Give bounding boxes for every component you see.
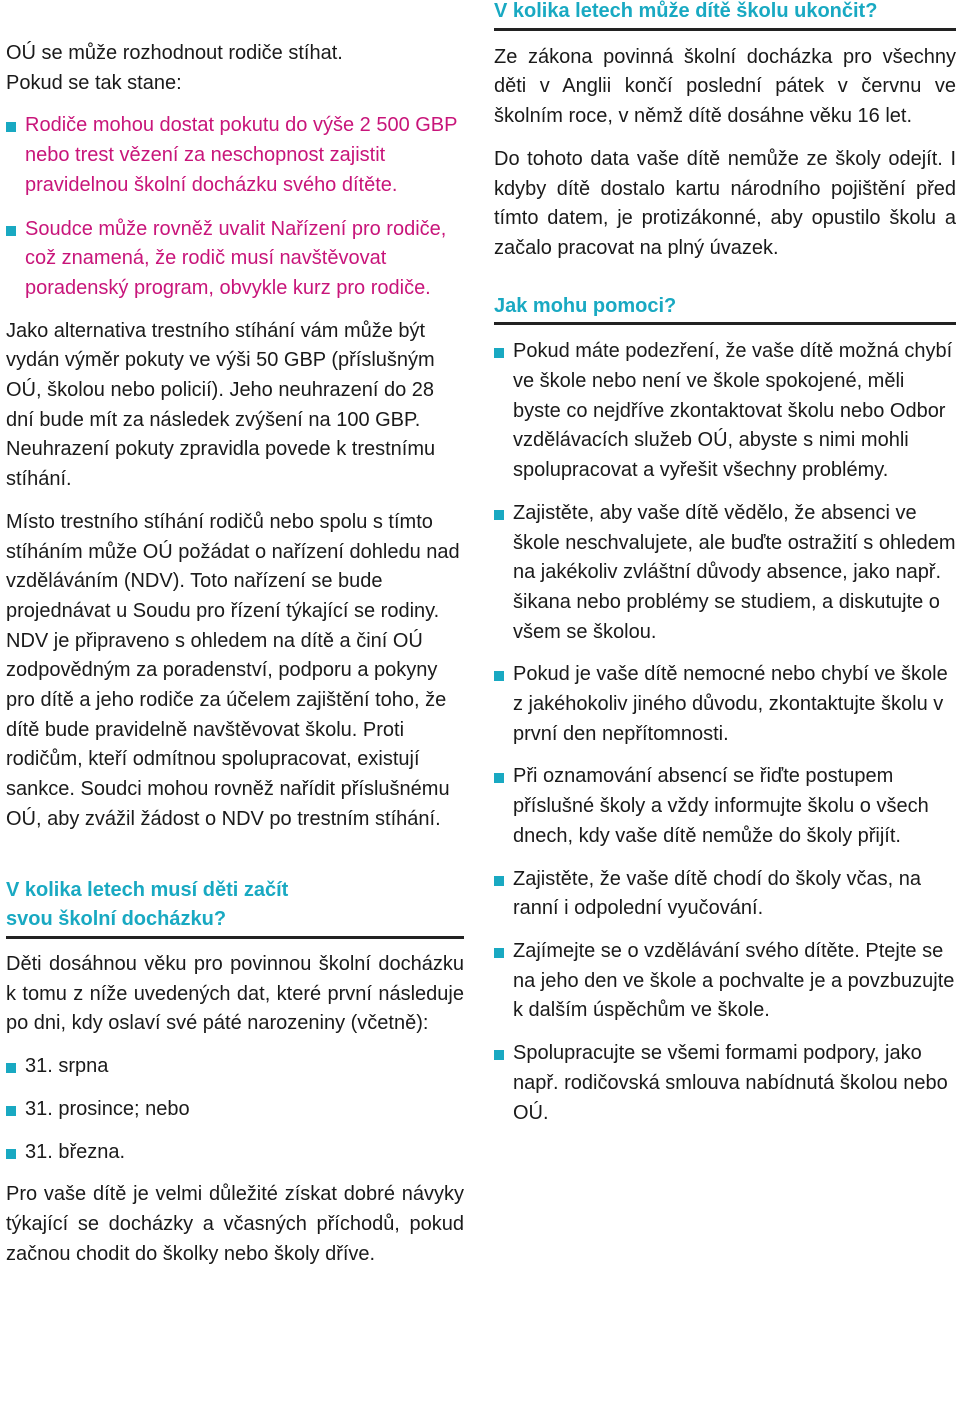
square-bullet-icon: [494, 876, 504, 886]
end-age-paragraph-1: Ze zákona povinná školní docházka pro všechny děti v Anglii končí poslední pátek v červnu ve školním roce, v němž dítě dosáhne věku 16 let.: [494, 45, 956, 128]
penalties-list: [6, 111, 464, 303]
penalty-fine-text: Rodiče mohou dostat pokutu do výše 2 500 GBP nebo trest vězení za neschopnost zajistit pravidelnou školní docházku svého dítěte.: [25, 114, 458, 196]
help-item: [494, 499, 956, 648]
square-bullet-icon: [6, 122, 16, 132]
ndv-paragraph: Místo trestního stíhání rodičů nebo spolu s tímto stíháním může OÚ požádat o nařízení dohledu nad vzděláváním (NDV). Toto nařízení se bude projednávat u Soudu pro řízení týkající se rodiny. NDV je připraveno s ohledem na dítě a činí OÚ zodpovědným za poradenství, podporu a pokyny pro dítě a jeho rodiče za účelem zajištění toho, že dítě bude pravidelně navštěvovat školu. Proti rodičům, kteří odmítnou spolupracovat, existují sankce. Soudci mohou rovněž nařídit příslušnému OÚ, aby zvážil žádost o NDV po trestním stíhání.: [6, 510, 460, 830]
start-date-item: [6, 1052, 464, 1082]
square-bullet-icon: [494, 773, 504, 783]
help-list: [494, 337, 956, 1128]
square-bullet-icon: [6, 226, 16, 236]
square-bullet-icon: [494, 1050, 504, 1060]
end-age-paragraph-2: Do tohoto data vaše dítě nemůže ze školy odejít. I kdyby dítě dostalo kartu národního pojištění před tímto datem, je protizákonné, aby opustilo školu a začalo pracovat na plný úvazek.: [494, 147, 956, 259]
penalty-fine-item: [6, 111, 464, 200]
start-date-text: 31. března.: [25, 1140, 126, 1163]
fine-paragraph: Jako alternativa trestního stíhání vám může být vydán výměr pokuty ve výši 50 GBP (příslušným OÚ, školou nebo policií). Jeho neuhrazení do 28 dní bude mít za následek zvýšení na 100 GBP. Neuhrazení pokuty zpravidla povede k trestnímu stíhání.: [6, 319, 436, 491]
help-item-text: Zajímejte se o vzdělávání svého dítěte. Ptejte se na jeho den ve škole a pochvalte je a povzbuzujte k dalším úspěchům ve škole.: [513, 939, 955, 1022]
help-item: [494, 1039, 956, 1128]
square-bullet-icon: [494, 671, 504, 681]
start-date-text: 31. prosince; nebo: [25, 1097, 190, 1120]
square-bullet-icon: [494, 348, 504, 358]
start-age-heading-line-1: V kolika letech musí děti začít: [6, 878, 289, 901]
help-item-text: Pokud máte podezření, že vaše dítě možná chybí ve škole nebo není ve škole spokojené, měli byste co nejdříve zkontaktovat školu nebo Odbor vzdělávacích služeb OÚ, abyste s nimi mohli spolupracovat a vyřešit všechny problémy.: [513, 340, 953, 482]
help-item: [494, 660, 956, 749]
penalty-order-text: Soudce může rovněž uvalit Nařízení pro rodiče, což znamená, že rodič musí navštěvovat poradenský program, obvykle kurz pro rodiče.: [25, 217, 447, 299]
section-divider: [494, 28, 956, 31]
prosecution-intro-1: OÚ se může rozhodnout rodiče stíhat.: [6, 42, 343, 64]
help-item-text: Při oznamování absencí se řiďte postupem příslušné školy a vždy informujte školu o všech dnech, kdy vaše dítě nemůže do školy přijít.: [513, 765, 929, 847]
start-date-text: 31. srpna: [25, 1055, 109, 1078]
start-age-heading-line-2: svou školní docházku?: [6, 908, 227, 931]
square-bullet-icon: [6, 1106, 16, 1116]
help-item: [494, 865, 956, 924]
prosecution-intro-2: Pokud se tak stane:: [6, 71, 182, 94]
help-item-text: Zajistěte, aby vaše dítě vědělo, že absenci ve škole neschvalujete, ale buďte ostražití s ohledem na jakékoliv zvláštní důvody absence, jako např. šikana nebo problémy se studiem, a diskutujte o všem se školou.: [513, 501, 956, 643]
penalty-order-item: [6, 215, 464, 304]
help-item-text: Pokud je vaše dítě nemocné nebo chybí ve škole z jakéhokoliv jiného důvodu, zkontaktujte školu v první den nepřítomnosti.: [513, 663, 948, 745]
closing-paragraph: Pro vaše dítě je velmi důležité získat dobré návyky týkající se docházky a včasných příchodů, pokud začnou chodit do školky nebo školy dříve.: [6, 1183, 464, 1265]
end-age-heading: V kolika letech může dítě školu ukončit?: [494, 0, 878, 22]
help-item: [494, 337, 956, 486]
help-item: [494, 762, 956, 851]
start-date-item: [6, 1095, 464, 1125]
square-bullet-icon: [494, 510, 504, 520]
left-column: [6, 0, 464, 1269]
square-bullet-icon: [6, 1149, 16, 1159]
start-date-item: [6, 1138, 464, 1168]
section-divider: [494, 322, 956, 325]
section-divider: [6, 936, 464, 939]
square-bullet-icon: [494, 948, 504, 958]
start-age-paragraph: Děti dosáhnou věku pro povinnou školní docházku k tomu z níže uvedených dat, které první následuje po dni, kdy oslaví své páté narozeniny (včetně):: [6, 952, 464, 1035]
help-heading: Jak mohu pomoci?: [494, 294, 677, 317]
help-item-text: Spolupracujte se všemi formami podpory, jako např. rodičovská smlouva nabídnutá školou nebo OÚ.: [513, 1042, 948, 1124]
help-item: [494, 937, 956, 1026]
help-item-text: Zajistěte, že vaše dítě chodí do školy včas, na ranní i odpolední vyučování.: [513, 867, 921, 920]
start-age-heading: [6, 876, 464, 935]
right-column: [494, 0, 956, 1128]
square-bullet-icon: [6, 1063, 16, 1073]
start-dates-list: [6, 1052, 464, 1167]
